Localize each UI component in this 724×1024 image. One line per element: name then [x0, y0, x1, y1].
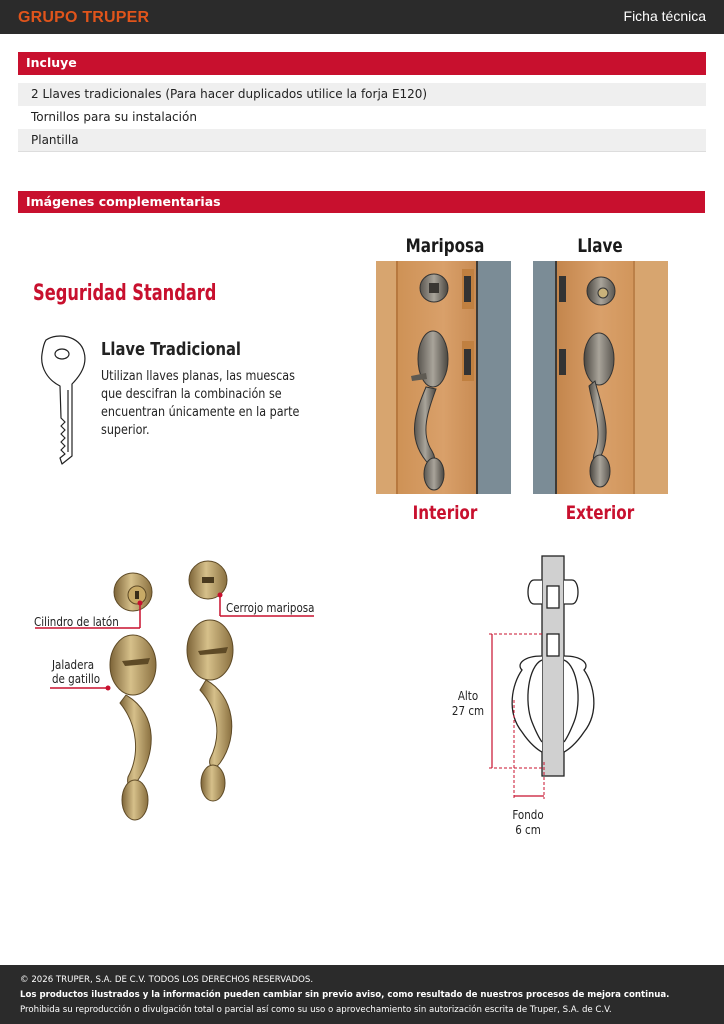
height-label: Alto [457, 689, 479, 703]
complementary-section-header: Imágenes complementarias [18, 191, 705, 213]
depth-label: Fondo [512, 808, 544, 822]
photo-caption-interior: Interior [412, 502, 478, 524]
photo-caption-llave: Llave [577, 235, 623, 257]
footer [0, 965, 724, 1024]
footer-copyright: © 2026 TRUPER, S.A. DE C.V. TODOS LOS DERECHOS RESERVADOS. [20, 975, 314, 985]
exterior-door-photo [533, 261, 668, 494]
depth-value: 6 cm [515, 823, 541, 837]
dimension-diagram [484, 552, 614, 812]
security-title: Seguridad Standard [33, 281, 217, 306]
footer-notice: Los productos ilustrados y la información pueden cambiar sin previo aviso, como resultado de nuestros procesos de mejora continua. [20, 990, 670, 1000]
callout-trigger-handle-2: de gatillo [52, 672, 101, 686]
interior-door-photo [376, 261, 511, 494]
includes-section-header: Incluye [18, 52, 706, 75]
includes-item: Plantilla [18, 129, 706, 152]
height-value: 27 cm [451, 704, 485, 718]
includes-item: Tornillos para su instalación [31, 110, 197, 124]
photo-caption-exterior: Exterior [565, 502, 635, 524]
key-icon [38, 334, 90, 466]
brand-logo: GRUPO TRUPER [18, 9, 150, 26]
lockset-illustration [30, 555, 330, 830]
callout-butterfly-bolt: Cerrojo mariposa [226, 601, 315, 615]
photo-caption-mariposa: Mariposa [405, 235, 485, 257]
callout-trigger-handle-1: Jaladera [52, 658, 95, 672]
doc-type-label: Ficha técnica [623, 8, 706, 24]
footer-legal: Prohibida su reproducción o divulgación total o parcial así como su uso o aprovechamiento sin autorización escrita de Truper, S.A. de C.V. [20, 1005, 612, 1015]
callout-brass-cylinder: Cilindro de latón [34, 615, 119, 629]
includes-item: 2 Llaves tradicionales (Para hacer duplicados utilice la forja E120) [18, 83, 706, 106]
key-title: Llave Tradicional [101, 339, 241, 360]
key-description: Utilizan llaves planas, las muescas que descifran la combinación se encuentran únicamente en la parte superior. [101, 369, 300, 438]
